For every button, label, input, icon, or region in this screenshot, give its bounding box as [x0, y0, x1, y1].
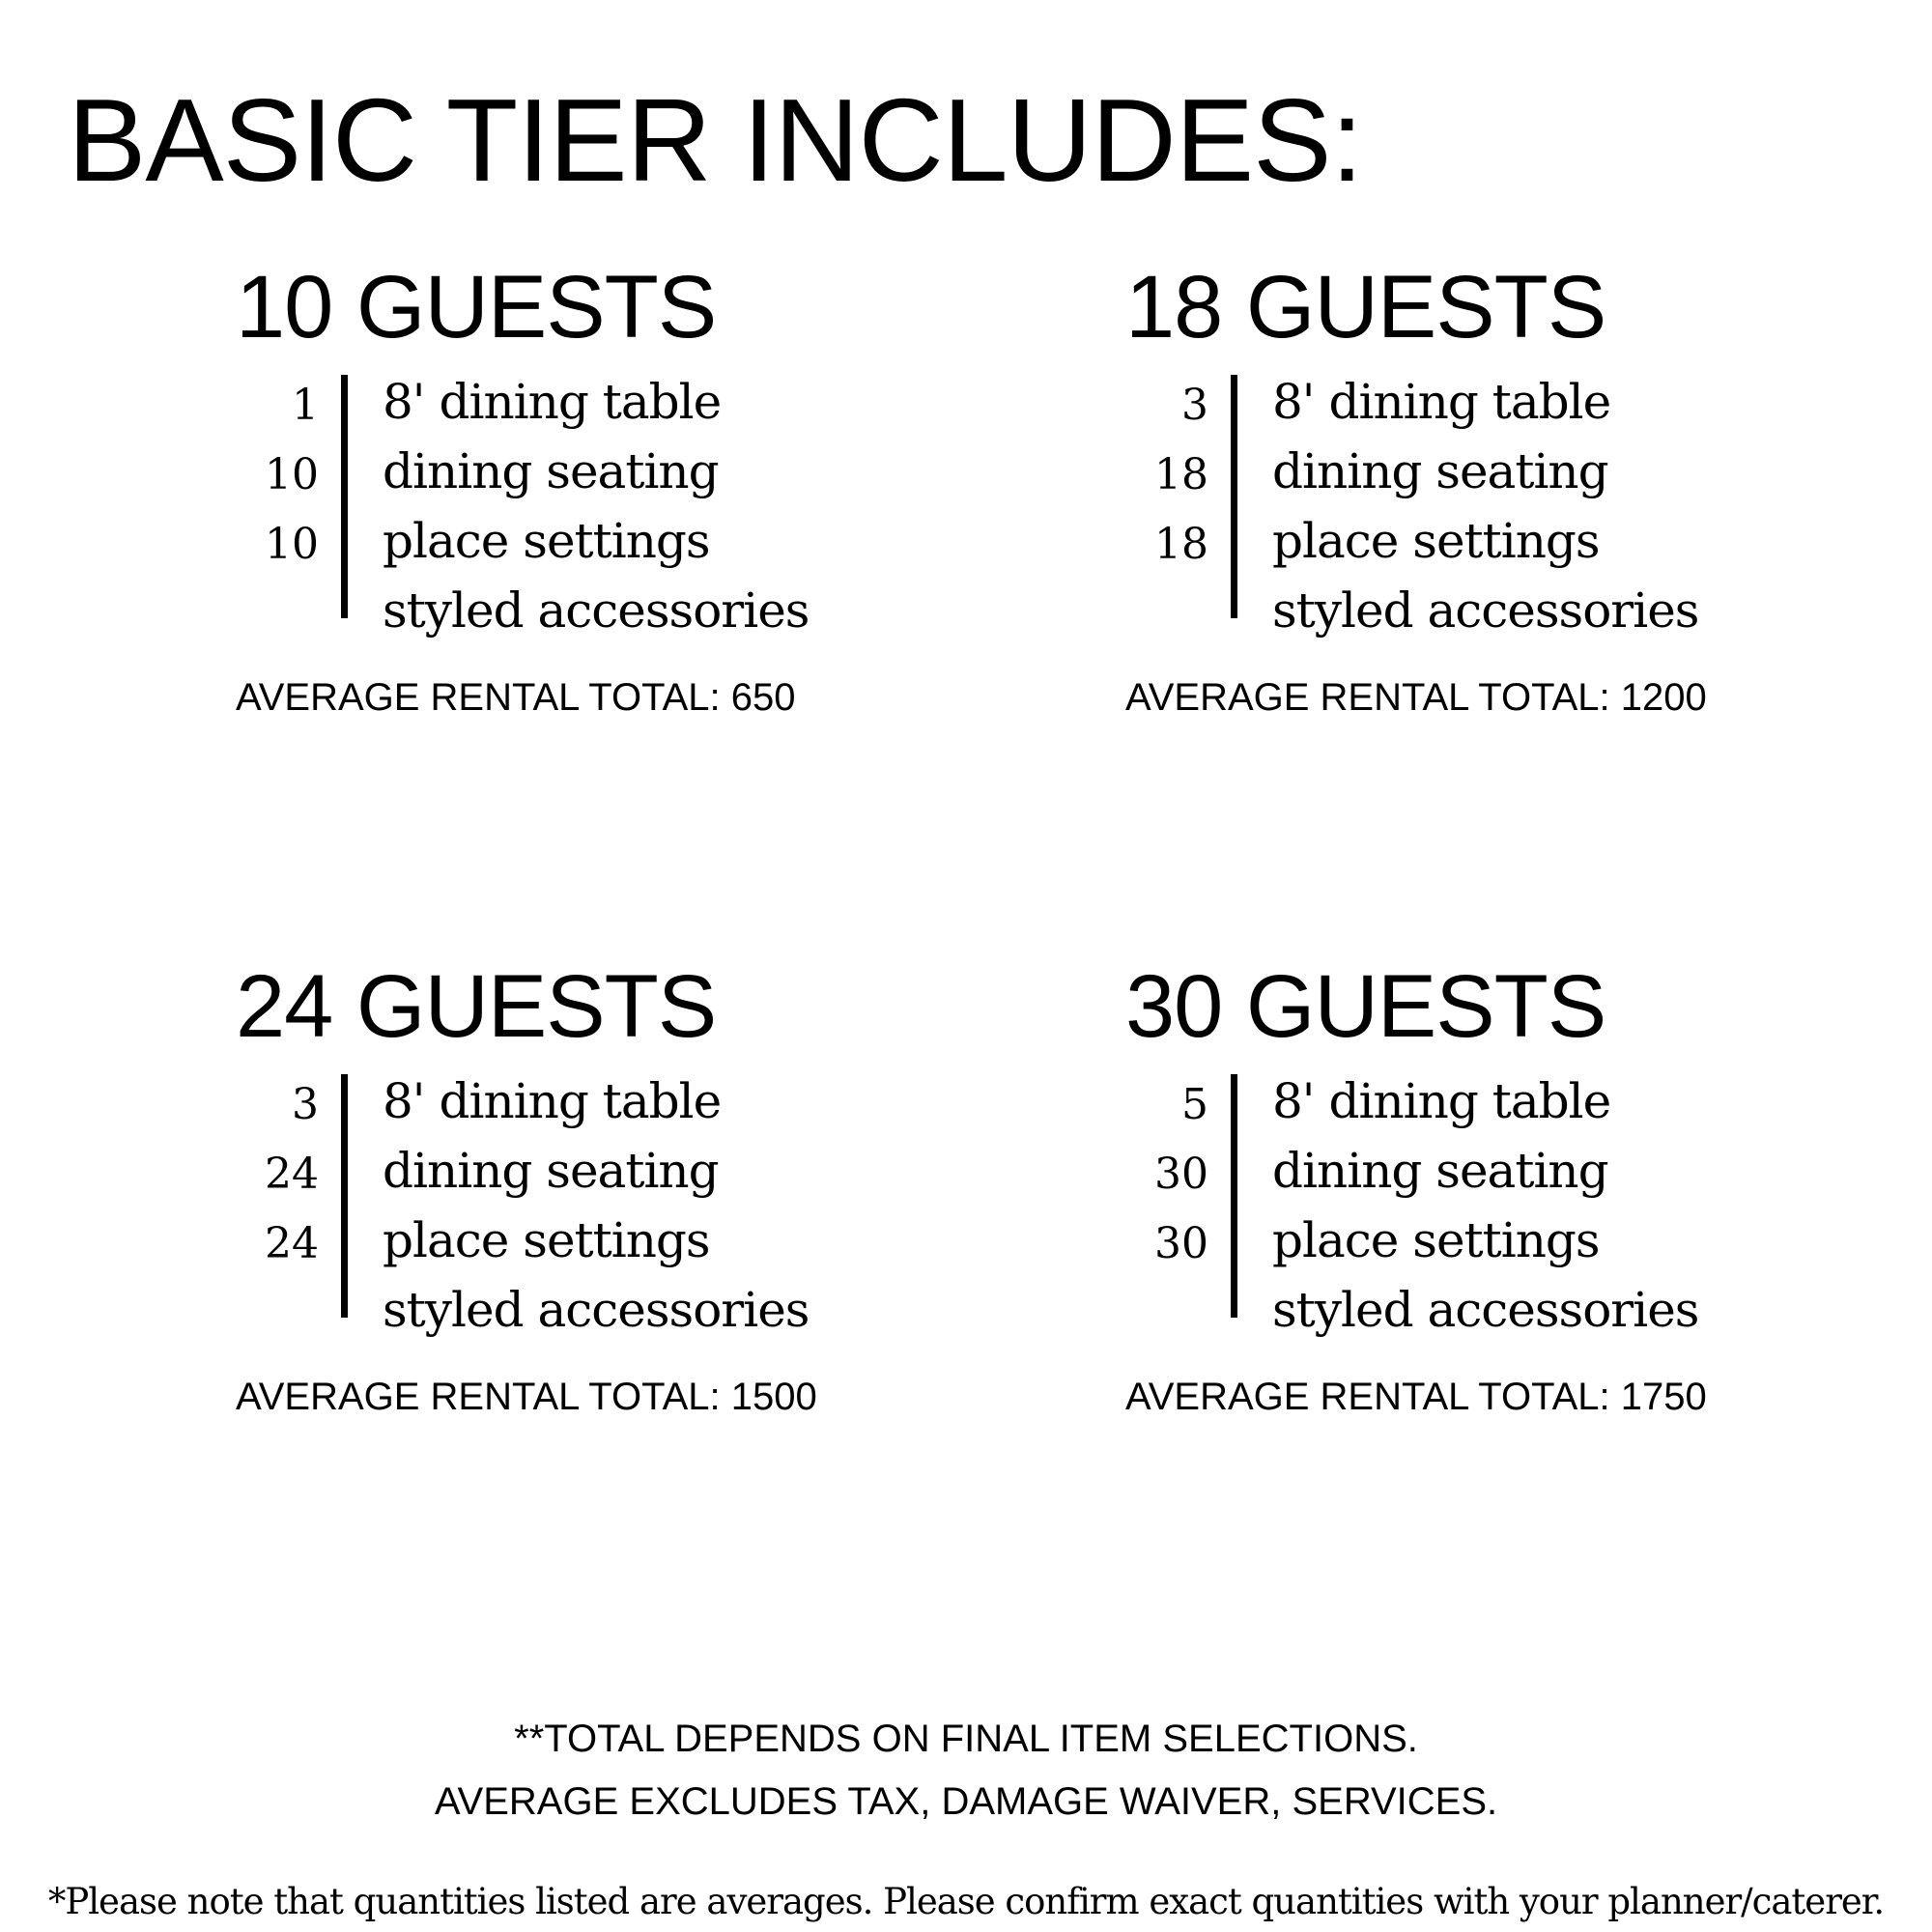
average-rental-total: AVERAGE RENTAL TOTAL: 1500: [236, 1376, 817, 1418]
item-label: dining seating: [1272, 1143, 1608, 1199]
tier-heading: 18 GUESTS: [1125, 258, 1606, 356]
items-column: [1272, 367, 1698, 645]
item-quantity: 3: [1181, 381, 1208, 430]
tier-block-24-guests: [236, 957, 1028, 1445]
quantity-column: [213, 1070, 319, 1349]
tier-block-18-guests: [1125, 258, 1918, 746]
quantity-column: [1102, 1070, 1208, 1349]
tier-heading: 24 GUESTS: [236, 957, 717, 1056]
item-label: place settings: [383, 513, 710, 569]
vertical-divider: [341, 1074, 348, 1318]
item-label: place settings: [1272, 513, 1600, 569]
item-quantity: [213, 1279, 319, 1349]
item-quantity: 18: [1154, 520, 1208, 569]
item-quantity: [213, 580, 319, 649]
item-label: styled accessories: [383, 582, 810, 639]
quantity-column: [213, 371, 319, 649]
item-label: 8' dining table: [1272, 374, 1611, 430]
item-label: styled accessories: [383, 1282, 810, 1338]
tier-block-10-guests: [236, 258, 1028, 746]
average-rental-total: AVERAGE RENTAL TOTAL: 1750: [1125, 1376, 1707, 1418]
item-label: 8' dining table: [383, 374, 722, 430]
item-quantity: 18: [1154, 450, 1208, 499]
item-quantity: 10: [265, 450, 319, 499]
item-label: dining seating: [383, 443, 719, 499]
item-label: place settings: [383, 1212, 710, 1268]
average-rental-total: AVERAGE RENTAL TOTAL: 1200: [1125, 676, 1707, 719]
item-label: styled accessories: [1272, 582, 1699, 639]
items-column: [383, 367, 809, 645]
item-quantity: 10: [265, 520, 319, 569]
item-quantity: 3: [292, 1080, 319, 1129]
footnote-average-excludes: AVERAGE EXCLUDES TAX, DAMAGE WAIVER, SERVICES.: [434, 1780, 1498, 1823]
item-label: place settings: [1272, 1212, 1600, 1268]
vertical-divider: [1231, 375, 1237, 618]
item-quantity: 30: [1154, 1219, 1208, 1268]
quantities-disclaimer: *Please note that quantities listed are averages. Please confirm exact quantities with your planner/caterer.: [47, 1881, 1885, 1922]
item-quantity: [1102, 1279, 1208, 1349]
item-quantity: 24: [265, 1219, 319, 1268]
item-quantity: [1102, 580, 1208, 649]
page-title: BASIC TIER INCLUDES:: [68, 74, 1363, 206]
item-quantity: 30: [1154, 1150, 1208, 1199]
average-rental-total: AVERAGE RENTAL TOTAL: 650: [236, 676, 796, 719]
item-label: 8' dining table: [383, 1073, 722, 1129]
footnote-total-depends: **TOTAL DEPENDS ON FINAL ITEM SELECTIONS.: [514, 1718, 1418, 1760]
item-quantity: 24: [265, 1150, 319, 1199]
tier-block-30-guests: [1125, 957, 1918, 1445]
vertical-divider: [1231, 1074, 1237, 1318]
tier-heading: 30 GUESTS: [1125, 957, 1606, 1056]
item-quantity: 5: [1181, 1080, 1208, 1129]
item-label: dining seating: [383, 1143, 719, 1199]
tier-heading: 10 GUESTS: [236, 258, 717, 356]
items-column: [1272, 1066, 1698, 1345]
item-label: 8' dining table: [1272, 1073, 1611, 1129]
item-quantity: 1: [292, 381, 319, 430]
item-label: dining seating: [1272, 443, 1608, 499]
quantity-column: [1102, 371, 1208, 649]
vertical-divider: [341, 375, 348, 618]
items-column: [383, 1066, 809, 1345]
item-label: styled accessories: [1272, 1282, 1699, 1338]
